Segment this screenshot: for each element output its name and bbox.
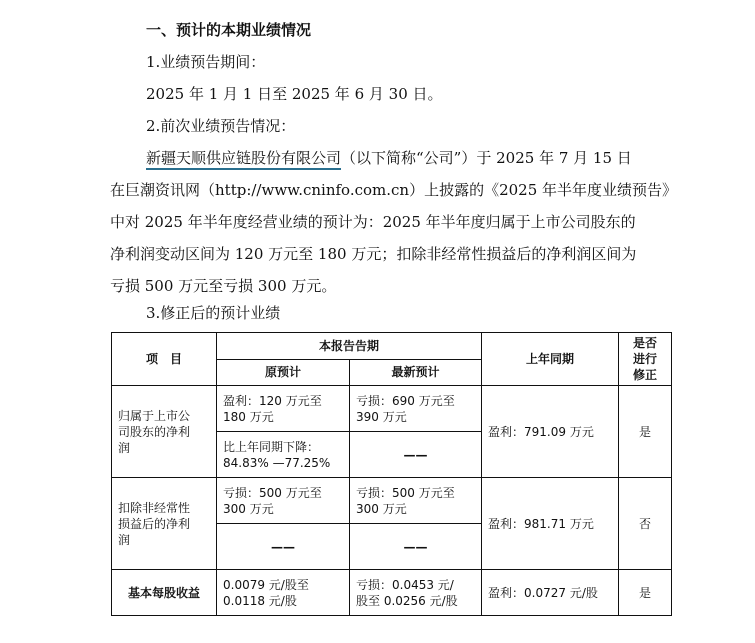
header-latest: 最新预计 [350, 359, 482, 386]
header-item: 项 目 [112, 333, 217, 386]
non-recurring-original [217, 478, 350, 524]
period-label: 1.业绩预告期间： [146, 53, 266, 71]
period-value: 2025 年 1 月 1 日至 2025 年 6 月 30 日。 [146, 85, 443, 103]
cell-line: 300 万元 [223, 501, 274, 516]
net-profit-change-latest: —— [350, 432, 482, 478]
cell-line: 180 万元 [223, 409, 274, 424]
cell-line: 盈利：120 万元至 [223, 393, 322, 408]
forecast-table [111, 332, 672, 616]
label-line: 润 [118, 440, 131, 455]
cell-line: 比上年同期下降： [223, 439, 320, 454]
eps-last-year: 盈利：0.0727 元/股 [482, 570, 619, 616]
label-line: 归属于上市公 [118, 408, 191, 423]
header-current-period: 本报告告期 [217, 333, 482, 360]
label-line: 损益后的净利 [118, 516, 191, 531]
prior-forecast-line-1 [146, 148, 632, 168]
header-last-year: 上年同期 [482, 333, 619, 386]
header-original: 原预计 [217, 359, 350, 386]
row-eps-label: 基本每股收益 [112, 570, 217, 616]
non-recurring-dash-original: —— [217, 524, 350, 570]
cell-line: 390 万元 [356, 409, 407, 424]
cell-line: 亏损：500 万元至 [356, 485, 455, 500]
row-non-recurring-label [112, 478, 217, 570]
company-name: 新疆天顺供应链股份有限公司 [146, 149, 341, 170]
prior-forecast-line-5: 亏损 500 万元至亏损 300 万元。 [110, 277, 337, 295]
header-revised [619, 333, 672, 386]
net-profit-latest [350, 386, 482, 432]
prior-forecast-line-3: 中对 2025 年半年度经营业绩的预计为：2025 年半年度归属于上市公司股东的 [110, 213, 636, 231]
label-line: 司股东的净利 [118, 424, 191, 439]
non-recurring-last-year: 盈利：981.71 万元 [482, 478, 619, 570]
prior-forecast-line-1-text: （以下简称“公司”）于 2025 年 7 月 15 日 [341, 149, 632, 167]
net-profit-change-original [217, 432, 350, 478]
cell-line: 股至 0.0256 元/股 [356, 593, 458, 608]
header-revised-line-3: 修正 [633, 368, 658, 382]
cell-line: 0.0079 元/股至 [223, 577, 309, 592]
non-recurring-revised: 否 [619, 478, 672, 570]
prior-forecast-line-4: 净利润变动区间为 120 万元至 180 万元；扣除非经常性损益后的净利润区间为 [110, 245, 637, 263]
eps-original [217, 570, 350, 616]
eps-latest [350, 570, 482, 616]
cell-line: 亏损：0.0453 元/ [356, 577, 454, 592]
label-line: 扣除非经常性 [118, 500, 191, 515]
net-profit-last-year: 盈利：791.09 万元 [482, 386, 619, 478]
revised-forecast-label: 3.修正后的预计业绩 [146, 304, 281, 322]
non-recurring-dash-latest: —— [350, 524, 482, 570]
prior-forecast-label: 2.前次业绩预告情况： [146, 117, 296, 135]
header-revised-line-2: 进行 [633, 352, 658, 366]
cell-line: 亏损：500 万元至 [223, 485, 322, 500]
net-profit-revised: 是 [619, 386, 672, 478]
row-net-profit-label [112, 386, 217, 478]
net-profit-original [217, 386, 350, 432]
cell-line: 300 万元 [356, 501, 407, 516]
eps-revised: 是 [619, 570, 672, 616]
prior-forecast-line-2: 在巨潮资讯网（http://www.cninfo.com.cn）上披露的《2025 年半年度业绩预告》 [110, 181, 678, 199]
section-title: 一、预计的本期业绩情况 [146, 21, 312, 39]
cell-line: 亏损：690 万元至 [356, 393, 455, 408]
non-recurring-latest [350, 478, 482, 524]
cell-line: 0.0118 元/股 [223, 593, 297, 608]
header-revised-line-1: 是否 [633, 336, 658, 350]
cell-line: 84.83% —77.25% [223, 455, 331, 470]
label-line: 润 [118, 532, 131, 547]
